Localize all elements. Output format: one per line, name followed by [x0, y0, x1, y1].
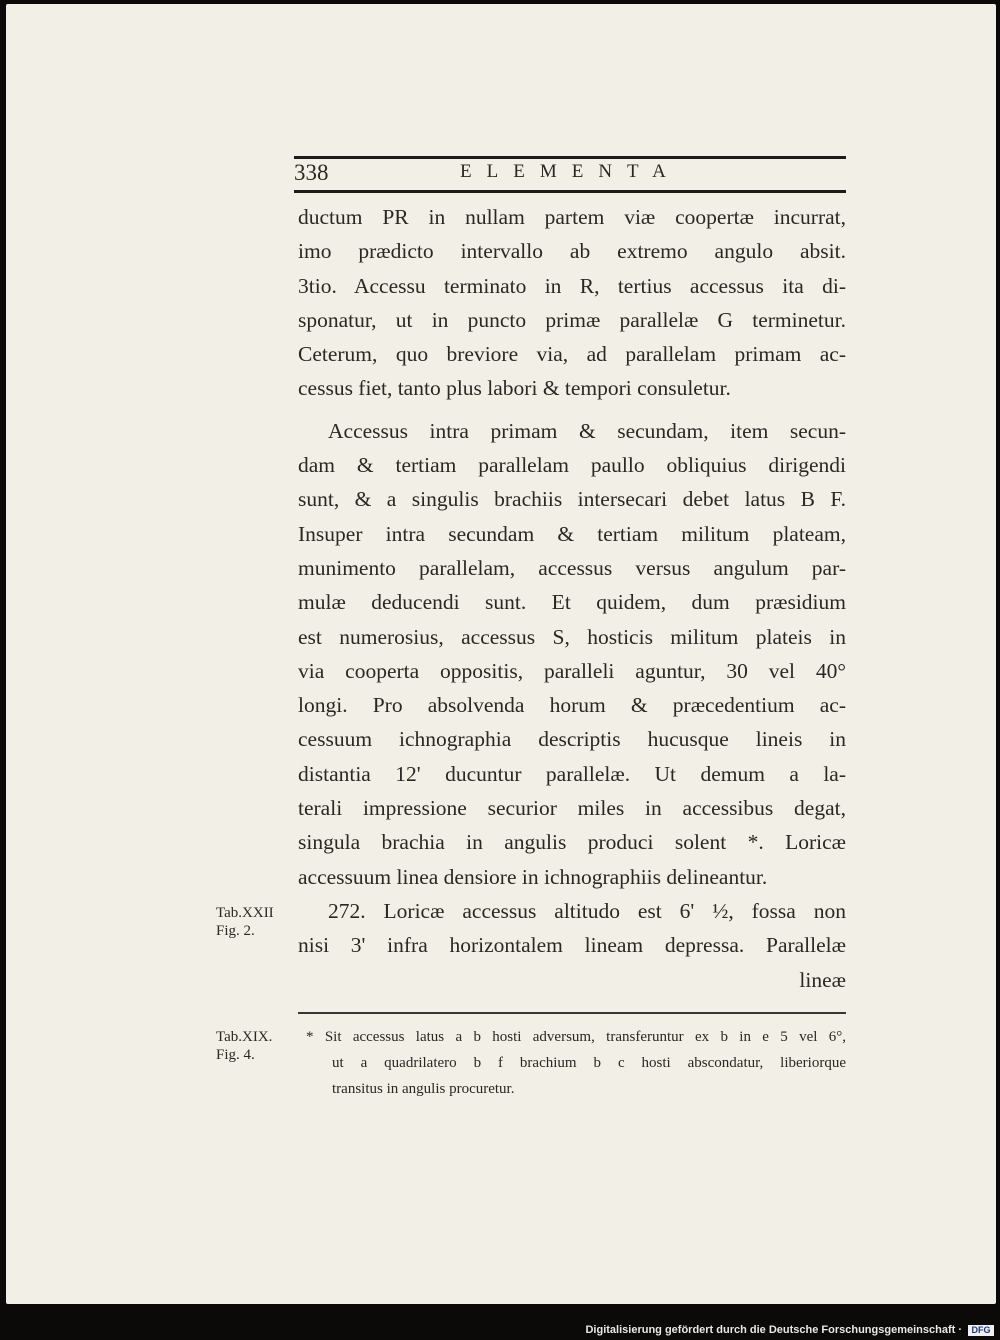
- text-line: distantia 12' ducuntur parallelæ. Ut demum a la-: [298, 761, 846, 786]
- text-line: singula brachia in angulis produci solent *. Loricæ: [298, 830, 846, 855]
- footnote-rule: [298, 1012, 846, 1014]
- text-line: imo prædicto intervallo ab extremo angulo absit.: [298, 239, 846, 264]
- margin-note-line: Tab.XIX.: [216, 1029, 273, 1045]
- text-line: sunt, & a singulis brachiis intersecari debet latus B F.: [298, 487, 846, 512]
- margin-note-tab-xxii: [216, 904, 274, 940]
- text-line: 272. Loricæ accessus altitudo est 6' ½, fossa non: [328, 898, 846, 923]
- text-line: longi. Pro absolvenda horum & præcedentium ac-: [298, 693, 846, 718]
- margin-note-tab-xix: [216, 1028, 272, 1064]
- text-line: Ceterum, quo breviore via, ad parallelam primam ac-: [298, 342, 846, 367]
- text-line: cessuum ichnographia descriptis hucusque lineis in: [298, 727, 846, 752]
- footnote: [306, 1024, 846, 1102]
- footnote-line: ut a quadrilatero b f brachium b c hosti abscondatur, liberiorque: [332, 1055, 846, 1071]
- header-bottom-rule: [294, 190, 846, 193]
- running-title: ELEMENTA: [460, 161, 681, 182]
- text-line: nisi 3' infra horizontalem lineam depressa. Parallelæ: [298, 933, 846, 958]
- main-text: [298, 200, 846, 997]
- text-line: cessus fiet, tanto plus labori & tempori consuletur.: [298, 376, 731, 401]
- text-line: Accessus intra primam & secundam, item secun-: [328, 418, 846, 443]
- text-line: mulæ deducendi sunt. Et quidem, dum præsidium: [298, 590, 846, 615]
- text-line: Insuper intra secundam & tertiam militum plateam,: [298, 521, 846, 546]
- text-line: sponatur, ut in puncto primæ parallelæ G terminetur.: [298, 307, 846, 332]
- margin-note-line: Fig. 2.: [216, 923, 255, 939]
- margin-note-line: Fig. 4.: [216, 1047, 255, 1063]
- footnote-line: * Sit accessus latus a b hosti adversum, transferuntur ex b in e 5 vel 6°,: [306, 1029, 846, 1045]
- margin-note-line: Tab.XXII: [216, 905, 274, 921]
- page-number: 338: [294, 160, 329, 185]
- text-line: 3tio. Accessu terminato in R, tertius accessus ita di-: [298, 273, 846, 298]
- text-line: ductum PR in nullam partem viæ coopertæ incurrat,: [298, 205, 846, 229]
- catchword: lineæ: [799, 967, 846, 992]
- text-line: accessuum linea densiore in ichnographiis delineantur.: [298, 864, 768, 889]
- dfg-logo: DFG: [968, 1325, 994, 1336]
- page-header: [294, 156, 846, 196]
- text-line: via cooperta oppositis, paralleli aguntur, 30 vel 40°: [298, 658, 846, 683]
- funding-banner: [0, 1322, 1000, 1340]
- text-line: terali impressione securior miles in accessibus degat,: [298, 796, 846, 821]
- text-line: est numerosius, accessus S, hosticis militum plateis in: [298, 624, 846, 649]
- funding-text: Digitalisierung gefördert durch die Deutsche Forschungsgemeinschaft ·: [585, 1324, 962, 1336]
- text-line: dam & tertiam parallelam paullo obliquius dirigendi: [298, 453, 846, 478]
- footnote-line: transitus in angulis procuretur.: [332, 1081, 515, 1097]
- header-top-rule: [294, 156, 846, 159]
- text-line: munimento parallelam, accessus versus angulum par-: [298, 555, 846, 580]
